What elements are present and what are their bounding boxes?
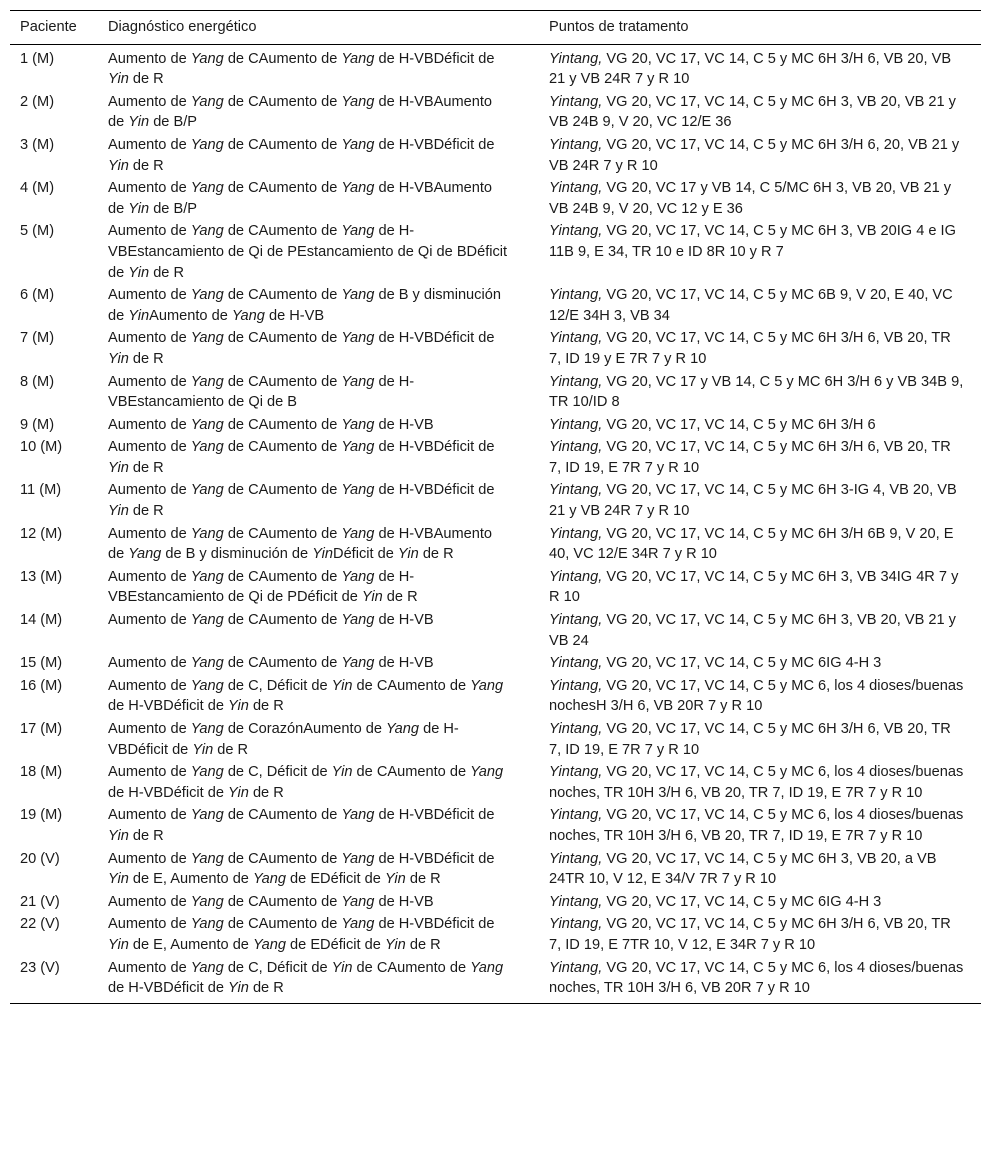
cell-puntos: Yintang, VG 20, VC 17, VC 14, C 5 y MC 6H 3, VB 20, VB 21 y VB 24B 9, V 20, VC 12/E 36 xyxy=(549,93,956,131)
cell-puntos: Yintang, VG 20, VC 17, VC 14, C 5 y MC 6H 3, VB 20, a VB 24TR 10, V 12, E 34/V 7R 7 y R 10 xyxy=(549,850,937,888)
cell-paciente: 9 (M) xyxy=(20,416,55,433)
cell-puntos: Yintang, VG 20, VC 17, VC 14, C 5 y MC 6H 3/H 6B 9, V 20, E 40, VC 12/E 34R 7 y R 10 xyxy=(549,525,954,563)
cell-diagnostico: Aumento de Yang de CAumento de Yang de H-VBDéficit de Yin de R xyxy=(108,807,495,844)
cell-paciente: 16 (M) xyxy=(20,677,63,694)
cell-paciente: 7 (M) xyxy=(20,330,55,347)
table-row xyxy=(10,284,981,327)
cell-paciente: 12 (M) xyxy=(20,525,63,542)
table-row xyxy=(10,523,981,566)
cell-diagnostico: Aumento de Yang de CAumento de Yang de H-VBEstancamiento de Qi de PEstancamiento de Qi de BDéficit de Yin de R xyxy=(108,223,508,281)
cell-diagnostico: Aumento de Yang de CAumento de Yang de H-VBAumento de Yin de B/P xyxy=(108,180,493,217)
cell-paciente: 1 (M) xyxy=(20,50,55,67)
cell-diagnostico: Aumento de Yang de CAumento de Yang de H-VBEstancamiento de Qi de B xyxy=(108,373,415,411)
table-row xyxy=(10,652,981,675)
table-row xyxy=(10,609,981,652)
table-row xyxy=(10,371,981,414)
cell-puntos: Yintang, VG 20, VC 17, VC 14, C 5 y MC 6H 3/H 6 xyxy=(549,416,876,433)
cell-puntos: Yintang, VG 20, VC 17 y VB 14, C 5/MC 6H 3, VB 20, VB 21 y VB 24B 9, V 20, VC 12 y E 36 xyxy=(549,180,952,217)
table-body xyxy=(10,44,981,1003)
cell-paciente: 11 (M) xyxy=(20,482,62,499)
table-row xyxy=(10,414,981,437)
cell-paciente: 21 (V) xyxy=(20,893,60,910)
cell-diagnostico: Aumento de Yang de CAumento de Yang de H-VBDéficit de Yin de E, Aumento de Yang de EDéficit de Yin de R xyxy=(108,850,495,888)
cell-paciente: 3 (M) xyxy=(20,136,55,153)
cell-paciente: 19 (M) xyxy=(20,807,63,824)
table-row xyxy=(10,804,981,847)
cell-diagnostico: Aumento de Yang de CAumento de Yang de H-VBDéficit de Yin de R xyxy=(108,136,495,174)
cell-paciente: 15 (M) xyxy=(20,655,63,672)
table-row xyxy=(10,891,981,914)
cell-paciente: 8 (M) xyxy=(20,373,55,390)
cell-diagnostico: Aumento de Yang de CAumento de Yang de H-VBDéficit de Yin de R xyxy=(108,330,495,367)
table-row xyxy=(10,327,981,370)
cell-puntos: Yintang, VG 20, VC 17, VC 14, C 5 y MC 6H 3-IG 4, VB 20, VB 21 y VB 24R 7 y R 10 xyxy=(549,482,957,520)
treatment-table xyxy=(10,10,981,1004)
cell-diagnostico: Aumento de Yang de CAumento de Yang de H-VB xyxy=(108,893,434,910)
cell-puntos: Yintang, VG 20, VC 17, VC 14, C 5 y MC 6H 3, VB 34IG 4R 7 y R 10 xyxy=(549,568,959,606)
header-diagnostico: Diagnóstico energético xyxy=(98,11,539,45)
cell-paciente: 2 (M) xyxy=(20,93,55,110)
cell-diagnostico: Aumento de Yang de CAumento de Yang de H-VBDéficit de Yin de R xyxy=(108,482,495,520)
cell-diagnostico: Aumento de Yang de CAumento de Yang de H-VBDéficit de Yin de R xyxy=(108,50,495,88)
cell-paciente: 10 (M) xyxy=(20,439,63,456)
cell-puntos: Yintang, VG 20, VC 17, VC 14, C 5 y MC 6IG 4-H 3 xyxy=(549,655,882,672)
cell-paciente: 23 (V) xyxy=(10,957,98,1004)
table-row xyxy=(10,44,981,91)
cell-puntos: Yintang, VG 20, VC 17, VC 14, C 5 y MC 6H 3/H 6, VB 20, TR 7, ID 19, E 7TR 10, V 12, E 34R 7 y R 10 xyxy=(549,916,951,953)
cell-diagnostico: Aumento de Yang de CAumento de Yang de H-VBDéficit de Yin de R xyxy=(108,439,495,476)
table-container xyxy=(10,10,981,1004)
table-row xyxy=(10,848,981,891)
cell-puntos: Yintang, VG 20, VC 17, VC 14, C 5 y MC 6H 3, VB 20IG 4 e IG 11B 9, E 34, TR 10 e ID 8R 10 y R 7 xyxy=(549,223,956,260)
table-row xyxy=(10,177,981,220)
cell-puntos: Yintang, VG 20, VC 17, VC 14, C 5 y MC 6H 3/H 6, VB 20, TR 7, ID 19, E 7R 7 y R 10 xyxy=(549,721,951,758)
cell-paciente: 18 (M) xyxy=(20,764,63,781)
cell-paciente: 14 (M) xyxy=(20,612,63,629)
header-paciente: Paciente xyxy=(10,11,98,45)
cell-paciente: 17 (M) xyxy=(20,721,63,737)
cell-puntos: Yintang, VG 20, VC 17, VC 14, C 5 y MC 6, los 4 dioses/buenas noches, TR 10H 3/H 6, VB 20R 7 y R 10 xyxy=(539,957,981,1004)
table-row xyxy=(10,566,981,609)
cell-paciente: 22 (V) xyxy=(20,916,60,933)
cell-puntos: Yintang, VG 20, VC 17, VC 14, C 5 y MC 6IG 4-H 3 xyxy=(549,893,882,910)
cell-diagnostico: Aumento de Yang de CAumento de Yang de H-VBAumento de Yin de B/P xyxy=(108,93,493,131)
table-row xyxy=(10,718,981,761)
table-row xyxy=(10,436,981,479)
cell-diagnostico: Aumento de Yang de CAumento de Yang de H-VB xyxy=(108,655,434,672)
cell-diagnostico: Aumento de Yang de CAumento de Yang de H-VB xyxy=(108,612,434,629)
table-row xyxy=(10,220,981,284)
cell-paciente: 5 (M) xyxy=(20,223,55,240)
cell-diagnostico: Aumento de Yang de CorazónAumento de Yang de H-VBDéficit de Yin de R xyxy=(108,721,459,758)
cell-diagnostico: Aumento de Yang de CAumento de Yang de H-VBAumento de Yang de B y disminución de YinDéficit de Yin de R xyxy=(108,525,493,563)
cell-paciente: 20 (V) xyxy=(20,850,60,867)
cell-diagnostico: Aumento de Yang de CAumento de Yang de H-VBEstancamiento de Qi de PDéficit de Yin de R xyxy=(108,568,418,606)
cell-puntos: Yintang, VG 20, VC 17, VC 14, C 5 y MC 6H 3/H 6, VB 20, TR 7, ID 19 y E 7R 7 y R 10 xyxy=(549,330,951,367)
cell-diagnostico: Aumento de Yang de CAumento de Yang de H-VBDéficit de Yin de E, Aumento de Yang de EDéficit de Yin de R xyxy=(108,916,495,953)
table-row xyxy=(10,957,981,1004)
cell-paciente: 6 (M) xyxy=(20,287,55,304)
header-puntos: Puntos de tratamento xyxy=(539,11,981,45)
cell-paciente: 13 (M) xyxy=(20,568,63,585)
cell-puntos: Yintang, VG 20, VC 17, VC 14, C 5 y MC 6H 3/H 6, 20, VB 21 y VB 24R 7 y R 10 xyxy=(549,136,960,174)
table-row xyxy=(10,675,981,718)
cell-paciente: 4 (M) xyxy=(20,180,55,197)
cell-puntos: Yintang, VG 20, VC 17, VC 14, C 5 y MC 6B 9, V 20, E 40, VC 12/E 34H 3, VB 34 xyxy=(549,287,953,324)
cell-puntos: Yintang, VG 20, VC 17, VC 14, C 5 y MC 6, los 4 dioses/buenas noches, TR 10H 3/H 6, VB 20, TR 7, ID 19, E 7R 7 y R 10 xyxy=(549,764,964,801)
table-row xyxy=(10,913,981,956)
cell-puntos: Yintang, VG 20, VC 17, VC 14, C 5 y MC 6H 3, VB 20, VB 21 y VB 24 xyxy=(549,612,956,649)
table-header-row xyxy=(10,11,981,45)
cell-puntos: Yintang, VG 20, VC 17, VC 14, C 5 y MC 6, los 4 dioses/buenas nochesH 3/H 6, VB 20R 7 y R 10 xyxy=(549,677,964,715)
cell-puntos: Yintang, VG 20, VC 17, VC 14, C 5 y MC 6H 3/H 6, VB 20, TR 7, ID 19, E 7R 7 y R 10 xyxy=(549,439,951,476)
cell-diagnostico: Aumento de Yang de CAumento de Yang de B y disminución de YinAumento de Yang de H-VB xyxy=(108,287,501,324)
table-row xyxy=(10,134,981,177)
cell-diagnostico: Aumento de Yang de CAumento de Yang de H-VB xyxy=(108,416,434,433)
table-row xyxy=(10,479,981,522)
cell-diagnostico: Aumento de Yang de C, Déficit de Yin de CAumento de Yang de H-VBDéficit de Yin de R xyxy=(98,957,539,1004)
cell-puntos: Yintang, VG 20, VC 17 y VB 14, C 5 y MC 6H 3/H 6 y VB 34B 9, TR 10/ID 8 xyxy=(549,373,964,411)
cell-diagnostico: Aumento de Yang de C, Déficit de Yin de CAumento de Yang de H-VBDéficit de Yin de R xyxy=(108,764,504,801)
cell-diagnostico: Aumento de Yang de C, Déficit de Yin de CAumento de Yang de H-VBDéficit de Yin de R xyxy=(108,677,504,715)
cell-puntos: Yintang, VG 20, VC 17, VC 14, C 5 y MC 6H 3/H 6, VB 20, VB 21 y VB 24R 7 y R 10 xyxy=(549,50,952,88)
table-row xyxy=(10,91,981,134)
table-row xyxy=(10,761,981,804)
cell-puntos: Yintang, VG 20, VC 17, VC 14, C 5 y MC 6, los 4 dioses/buenas noches, TR 10H 3/H 6, VB 20, TR 7, ID 19, E 7R 7 y R 10 xyxy=(549,807,964,844)
